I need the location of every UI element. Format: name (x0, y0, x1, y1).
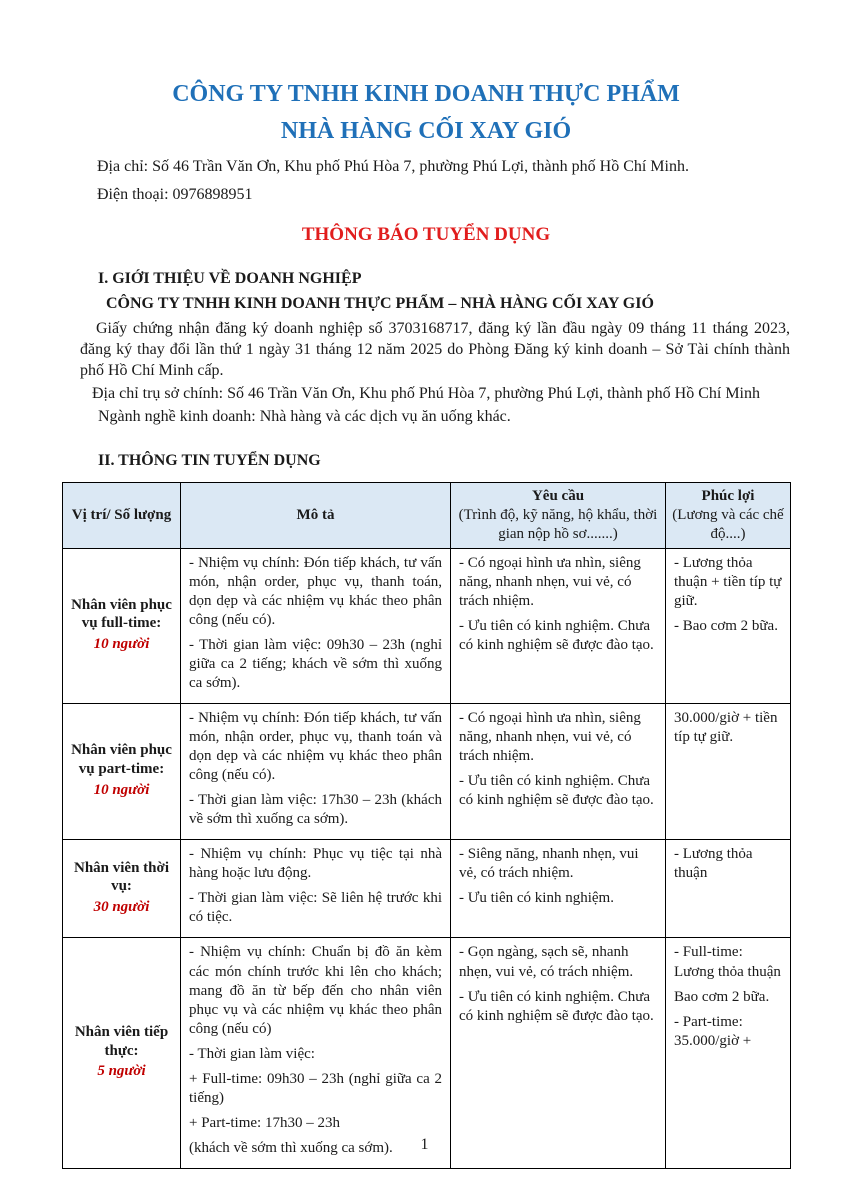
position-description (181, 938, 451, 1168)
position-title: Nhân viên phục vụ full-time: (71, 596, 172, 632)
section1-head-office: Địa chỉ trụ sở chính: Số 46 Trần Văn Ơn, Khu phố Phú Hòa 7, phường Phú Lợi, thành phố Hồ Chí Minh (92, 385, 760, 403)
cell-paragraph: - Nhiệm vụ chính: Chuẩn bị đồ ăn kèm các món chính trước khi lên cho khách; mang đồ ăn từ bếp đến cho nhân viên phục vụ và các nhiệm vụ khác theo phân công (nếu có) (189, 944, 442, 1037)
position-description (181, 703, 451, 839)
position-description (181, 840, 451, 938)
table-row (63, 840, 791, 938)
col-header-benefits-sub: (Lương và các chế độ....) (672, 506, 784, 542)
position-benefits (666, 703, 791, 839)
cell-paragraph: - Ưu tiên có kinh nghiệm. (459, 890, 614, 907)
cell-paragraph: - Ưu tiên có kinh nghiệm. Chưa có kinh nghiệm sẽ được đào tạo. (459, 773, 654, 809)
cell-paragraph: (khách về sớm thì xuống ca sớm). (189, 1139, 393, 1156)
section1-business-line: Ngành nghề kinh doanh: Nhà hàng và các dịch vụ ăn uống khác. (98, 408, 511, 426)
section2-heading: II. THÔNG TIN TUYỂN DỤNG (98, 451, 321, 469)
position-cell (63, 703, 181, 839)
cell-paragraph: - Lương thỏa thuận (674, 846, 753, 882)
cell-paragraph: - Part-time: 35.000/giờ + (674, 1013, 752, 1049)
cell-paragraph: + Part-time: 17h30 – 23h (189, 1114, 340, 1131)
position-description (181, 548, 451, 703)
position-title: Nhân viên tiếp thực: (74, 1023, 169, 1059)
cell-paragraph: - Có ngoại hình ưa nhìn, siêng năng, nhanh nhẹn, vui vẻ, có trách nhiệm. (459, 554, 641, 609)
company-phone: Điện thoại: 0976898951 (97, 186, 253, 204)
company-title-line1: CÔNG TY TNHH KINH DOANH THỰC PHẨM (172, 81, 680, 107)
cell-paragraph: - Ưu tiên có kinh nghiệm. Chưa có kinh nghiệm sẽ được đào tạo. (459, 988, 654, 1024)
position-title: Nhân viên phục vụ part-time: (71, 742, 172, 778)
cell-paragraph: - Bao cơm 2 bữa. (674, 617, 778, 634)
cell-paragraph: - Lương thỏa thuận + tiền típ tự giữ. (674, 554, 782, 609)
position-count: 5 người (97, 1063, 146, 1080)
cell-paragraph: - Thời gian làm việc: 09h30 – 23h (nghỉ giữa ca 2 tiếng; khách về sớm thì xuống ca sớm). (189, 636, 442, 691)
col-header-description: Mô tả (181, 482, 451, 548)
col-header-benefits-title: Phúc lợi (701, 487, 755, 504)
position-requirements (451, 938, 666, 1168)
position-cell (63, 840, 181, 938)
cell-paragraph: - Nhiệm vụ chính: Phục vụ tiệc tại nhà hàng hoặc lưu động. (189, 846, 442, 882)
position-count: 10 người (93, 636, 150, 653)
position-requirements (451, 703, 666, 839)
position-benefits (666, 548, 791, 703)
company-title-line2: NHÀ HÀNG CỐI XAY GIÓ (280, 118, 572, 145)
position-title: Nhân viên thời vụ: (74, 859, 169, 895)
cell-paragraph: - Thời gian làm việc: Sẽ liên hệ trước khi có tiệc. (189, 890, 442, 926)
notice-title: THÔNG BÁO TUYỂN DỤNG (301, 223, 551, 245)
col-header-requirements (451, 482, 666, 548)
cell-paragraph: - Thời gian làm việc: (189, 1045, 315, 1062)
cell-paragraph: - Nhiệm vụ chính: Đón tiếp khách, tư vấn món, nhận order, phục vụ, thanh toán và dọn dẹp và các nhiệm vụ khác theo phân công (nếu có). (189, 709, 442, 784)
cell-paragraph: - Nhiệm vụ chính: Đón tiếp khách, tư vấn món, nhận order, phục vụ, thanh toán, dọn dẹp và các nhiệm vụ khác theo phân công (nếu có). (189, 554, 442, 628)
table-row (63, 548, 791, 703)
cell-paragraph: 30.000/giờ + tiền típ tự giữ. (674, 709, 778, 746)
recruitment-table (62, 482, 791, 1169)
table-row (63, 938, 791, 1168)
col-header-benefits (666, 482, 791, 548)
col-header-requirements-sub: (Trình độ, kỹ năng, hộ khẩu, thời gian nộp hồ sơ.......) (458, 506, 658, 542)
cell-paragraph: - Ưu tiên có kinh nghiệm. Chưa có kinh nghiệm sẽ được đào tạo. (459, 617, 654, 653)
cell-paragraph: - Siêng năng, nhanh nhẹn, vui vẻ, có trách nhiệm. (459, 846, 639, 882)
cell-paragraph: - Gọn ngàng, sạch sẽ, nhanh nhẹn, vui vẻ, có trách nhiệm. (459, 944, 634, 980)
page-number: 1 (420, 1136, 429, 1153)
position-count: 10 người (93, 781, 150, 798)
cell-paragraph: - Có ngoại hình ưa nhìn, siêng năng, nhanh nhẹn, vui vẻ, có trách nhiệm. (459, 709, 641, 765)
table-row (63, 703, 791, 839)
section1-registration: Giấy chứng nhận đăng ký doanh nghiệp số 3703168717, đăng ký lần đầu ngày 09 tháng 11 tháng 2023, đăng ký thay đổi lần thứ 1 ngày 31 tháng 12 năm 2025 do Phòng Đăng ký kinh doanh – Sở Tài chính thành phố Hồ Chí Minh cấp. (80, 319, 790, 380)
position-benefits (666, 938, 791, 1168)
cell-paragraph: - Thời gian làm việc: 17h30 – 23h (khách về sớm thì xuống ca sớm). (189, 792, 442, 828)
col-header-requirements-title: Yêu cầu (531, 487, 585, 504)
position-cell (63, 938, 181, 1168)
position-cell (63, 548, 181, 703)
position-requirements (451, 548, 666, 703)
position-count: 30 người (93, 899, 150, 916)
section1-company-name: CÔNG TY TNHH KINH DOANH THỰC PHẨM – NHÀ HÀNG CỐI XAY GIÓ (106, 294, 654, 312)
table-header-row (63, 482, 791, 548)
position-requirements (451, 840, 666, 938)
cell-paragraph: + Full-time: 09h30 – 23h (nghỉ giữa ca 2 tiếng) (189, 1070, 442, 1106)
company-address: Địa chỉ: Số 46 Trần Văn Ơn, Khu phố Phú Hòa 7, phường Phú Lợi, thành phố Hồ Chí Minh. (97, 158, 689, 176)
cell-paragraph: - Full-time: Lương thỏa thuận (674, 944, 781, 980)
cell-paragraph: Bao cơm 2 bữa. (674, 988, 770, 1005)
col-header-position: Vị trí/ Số lượng (63, 482, 181, 548)
position-benefits (666, 840, 791, 938)
section1-heading: I. GIỚI THIỆU VỀ DOANH NGHIỆP (98, 269, 362, 287)
